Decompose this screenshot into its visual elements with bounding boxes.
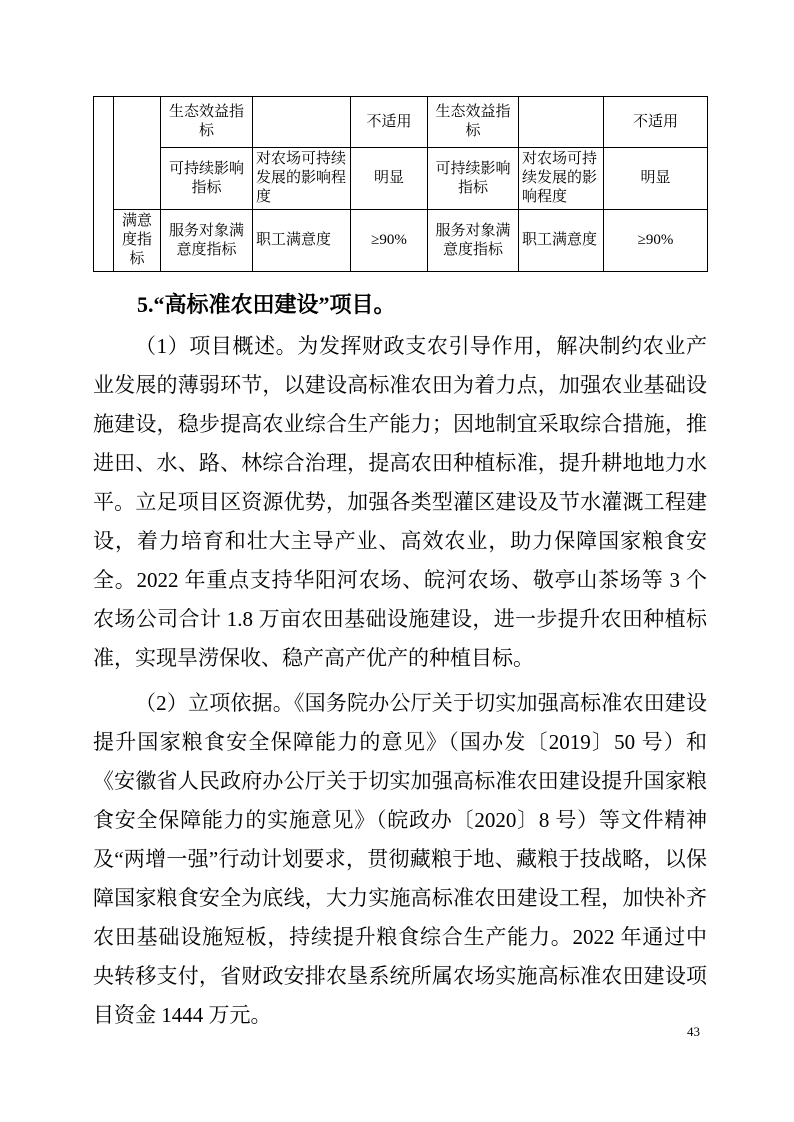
page-number: 43 — [687, 1024, 700, 1039]
satisfy-value-cell-left: ≥90% — [351, 210, 428, 272]
sustain-indicator-cell-left: 可持续影响指标 — [161, 148, 253, 210]
page-content — [93, 96, 707, 1035]
table-group-empty-cell — [114, 97, 161, 210]
table-row — [94, 97, 708, 148]
table-row — [94, 148, 708, 210]
table-row — [94, 210, 708, 272]
satisfy-detail-cell-right: 职工满意度 — [519, 210, 604, 272]
satisfy-detail-cell-left: 职工满意度 — [253, 210, 351, 272]
eco-value-cell-left: 不适用 — [351, 97, 428, 148]
eco-indicator-cell-left: 生态效益指标 — [161, 97, 253, 148]
performance-indicator-table — [93, 96, 708, 272]
table-left-spacer-cell — [94, 97, 114, 272]
satisfy-indicator-cell-left: 服务对象满意度指标 — [161, 210, 253, 272]
paragraph-project-overview: （1）项目概述。为发挥财政支农引导作用，解决制约农业产业发展的薄弱环节，以建设高标准农田为着力点，加强农业基础设施建设，稳步提高农业综合生产能力；因地制宜采取综合措施，推进田、水、路、林综合治理，提高农田种植标准，提升耕地地力水平。立足项目区资源优势，加强各类型灌区建设及节水灌溉工程建设，着力培育和壮大主导产业、高效农业，助力保障国家粮食安全。2022 年重点支持华阳河农场、皖河农场、敬亭山茶场等 3 个农场公司合计 1.8 万亩农田基础设施建设，进一步提升农田种植标准，实现旱涝保收、稳产高产优产的种植目标。 — [93, 334, 707, 670]
sustain-detail-cell-left: 对农场可持续发展的影响程度 — [253, 148, 351, 210]
sustain-value-cell-right: 明显 — [604, 148, 708, 210]
eco-indicator-cell-right: 生态效益指标 — [428, 97, 519, 148]
satisfy-value-cell-right: ≥90% — [604, 210, 708, 272]
paragraph-project-basis: （2）立项依据。《国务院办公厅关于切实加强高标准农田建设提升国家粮食安全保障能力的意见》（国办发〔2019〕50 号）和《安徽省人民政府办公厅关于切实加强高标准农田建设提升国家粮食安全保障能力的实施意见》（皖政办〔2020〕8 号）等文件精神及“两增一强”行动计划要求，贯彻藏粮于地、藏粮于技战略，以保障国家粮食安全为底线，大力实施高标准农田建设工程，加快补齐农田基础设施短板，持续提升粮食综合生产能力。2022 年通过中央转移支付，省财政安排农垦系统所属农场实施高标准农田建设项目资金 1444 万元。 — [93, 691, 707, 1027]
section-heading: 5.“高标准农田建设”项目。 — [137, 292, 396, 317]
eco-detail-cell-left — [253, 97, 351, 148]
sustain-value-cell-left: 明显 — [351, 148, 428, 210]
satisfy-indicator-cell-right: 服务对象满意度指标 — [428, 210, 519, 272]
sustain-detail-cell-right: 对农场可持续发展的影响程度 — [519, 148, 604, 210]
satisfaction-group-label-cell: 满意度指标 — [114, 210, 161, 272]
eco-detail-cell-right — [519, 97, 604, 148]
sustain-indicator-cell-right: 可持续影响指标 — [428, 148, 519, 210]
eco-value-cell-right: 不适用 — [604, 97, 708, 148]
